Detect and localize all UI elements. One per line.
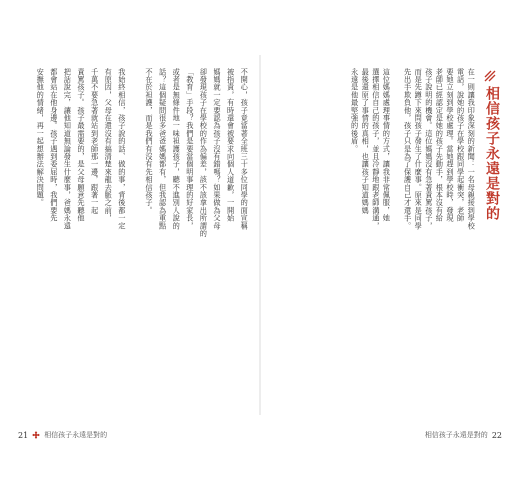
text-column: 「教育」手段？我們是要當個明事理的好家長， <box>185 68 195 230</box>
text-column: 電話，說她的孩子在學校跟同學起衝突，老師 <box>456 68 466 222</box>
chapter-title: 相信孩子永遠是對的 <box>484 86 500 221</box>
page-gutter <box>259 55 261 415</box>
diagonal-lines-icon <box>484 70 496 82</box>
right-footer <box>425 430 502 440</box>
running-title-right: 相信孩子永遠是對的 <box>424 431 488 439</box>
page-number-left: 21 <box>18 430 29 440</box>
right-page <box>271 68 503 390</box>
text-column: 有原因，父母在還沒有搞清楚來龍去脈之前， <box>104 68 114 222</box>
text-column: 安撫他的情緒，再一起想辦法解決問題。 <box>36 68 46 207</box>
text-column: 孩子說明的機會。這位媽媽沒有急著責罵孩子， <box>424 68 434 230</box>
text-column: 把話說完，讓他知道無論發生什麼事，爸媽永遠 <box>63 68 73 230</box>
chapter-title-block <box>482 68 500 390</box>
text-column: 永遠是他最堅強的後盾。 <box>350 68 360 153</box>
text-column: 不在於袒護，而是我們有沒有先相信孩子。 <box>145 68 154 215</box>
text-column: 責罵孩子。孩子最需要的，是父母願意先聽他 <box>77 68 86 222</box>
text-column: 最後還原了事情的真相，也讓孩子知道媽媽 <box>361 68 371 215</box>
left-page <box>18 68 250 390</box>
text-column: 媽媽就一定要認為孩子沒有錯嗎？如果做為父母 <box>213 68 222 230</box>
text-column: 要她立刻到學校處理。當她趕到學校時，發現 <box>446 68 455 222</box>
text-column: 這位媽媽處理事情的方式，讓我非常佩服，她 <box>382 68 392 222</box>
text-column: 在一則讓我印象深刻的新聞：一名母親接到學校 <box>467 68 477 230</box>
text-column: 被指責，有時還會被要求向個人道歉，一開始 <box>226 68 236 222</box>
flower-ornament-icon <box>32 431 40 439</box>
left-footer <box>18 430 107 440</box>
text-column: 千萬不要急著就站到老師那一邊，跟著一起 <box>90 68 100 215</box>
text-column: 都會站在他身邊。孩子遇到委屈時，我們要先 <box>49 68 59 222</box>
running-title-left: 相信孩子永遠是對的 <box>44 431 108 439</box>
text-column: 先出手欺負他，孩子只是為了保護自己才還手。 <box>403 68 413 230</box>
text-column: 老師已經認定是她的孩子先動手，根本沒有給 <box>435 68 445 222</box>
page-number-right: 22 <box>491 430 502 440</box>
text-column: 卻發現孩子在學校的作為偏差，該不該拿出所謂的 <box>199 68 209 238</box>
text-column: 或者是無條件地一味袒護孩子，聽不進別人說的 <box>172 68 182 230</box>
text-column: 不開心，孩子竟當著全班三十多位同學的面宣稱 <box>240 68 250 230</box>
text-column: 選擇相信自己的孩子，並且冷靜地跟老師溝通， <box>371 68 381 230</box>
text-column: 而是先蹲下來問孩子發生了什麼事。原來是同學 <box>414 68 424 230</box>
text-column: 我始終相信，孩子說的話、做的事，背後都一定 <box>117 68 127 230</box>
text-column: 話？這個疑問很多爸爸媽媽都有，但我認為重點 <box>158 68 168 230</box>
